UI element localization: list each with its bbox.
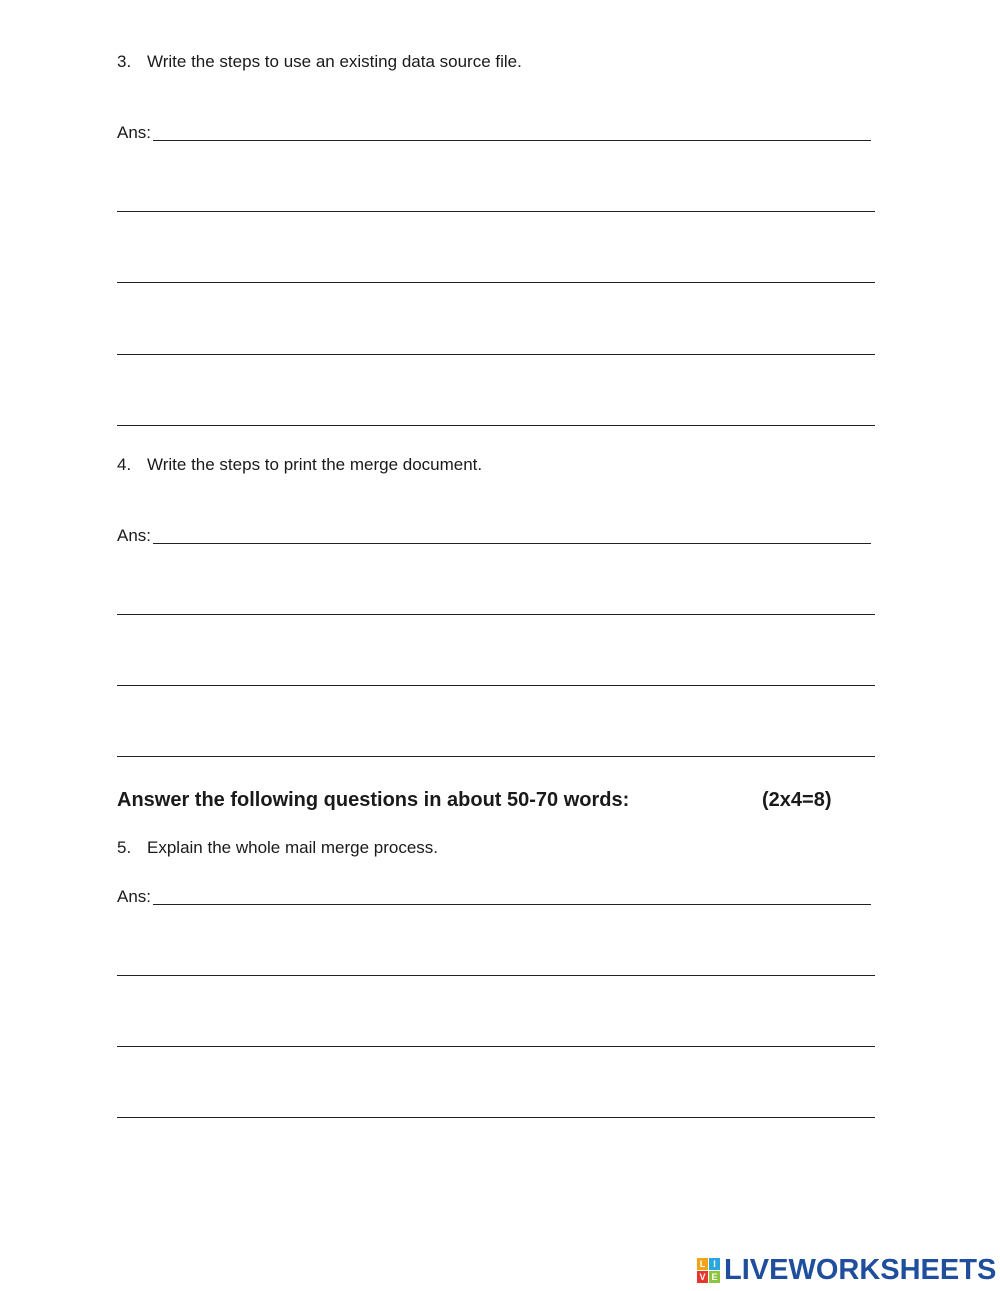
answer-underline xyxy=(153,543,871,544)
answer-line[interactable] xyxy=(117,1046,875,1047)
question-3 xyxy=(117,52,522,72)
answer-line[interactable] xyxy=(117,282,875,283)
logo-text: LIVEWORKSHEETS xyxy=(724,1254,997,1286)
section-marks: (2x4=8) xyxy=(762,789,832,811)
answer-label: Ans: xyxy=(117,887,152,906)
answer-underline xyxy=(153,904,871,905)
question-text: Write the steps to use an existing data source file. xyxy=(147,52,522,71)
answer-line[interactable] xyxy=(117,614,875,615)
answer-line-first[interactable] xyxy=(117,121,871,143)
answer-line[interactable] xyxy=(117,756,875,757)
logo-icon xyxy=(697,1258,720,1283)
answer-line[interactable] xyxy=(117,354,875,355)
logo-letter: E xyxy=(709,1271,720,1283)
question-5 xyxy=(117,838,438,858)
answer-line[interactable] xyxy=(117,425,875,426)
answer-label: Ans: xyxy=(117,526,152,545)
answer-line[interactable] xyxy=(117,685,875,686)
answer-line-first[interactable] xyxy=(117,885,871,907)
answer-underline xyxy=(153,140,871,141)
question-number: 5. xyxy=(117,838,132,857)
answer-line[interactable] xyxy=(117,975,875,976)
section-title: Answer the following questions in about 50-70 words: xyxy=(117,789,630,811)
question-number: 3. xyxy=(117,52,132,71)
question-text: Explain the whole mail merge process. xyxy=(147,838,439,857)
answer-line-first[interactable] xyxy=(117,524,871,546)
answer-line[interactable] xyxy=(117,211,875,212)
question-number: 4. xyxy=(117,455,132,474)
logo-letter: I xyxy=(709,1258,720,1270)
question-4 xyxy=(117,455,482,475)
answer-label: Ans: xyxy=(117,123,152,142)
answer-line[interactable] xyxy=(117,1117,875,1118)
question-text: Write the steps to print the merge document. xyxy=(147,455,483,474)
logo-letter: V xyxy=(697,1271,708,1283)
section-heading xyxy=(117,788,857,812)
liveworksheets-logo xyxy=(697,1255,996,1285)
logo-letter: L xyxy=(697,1258,708,1270)
